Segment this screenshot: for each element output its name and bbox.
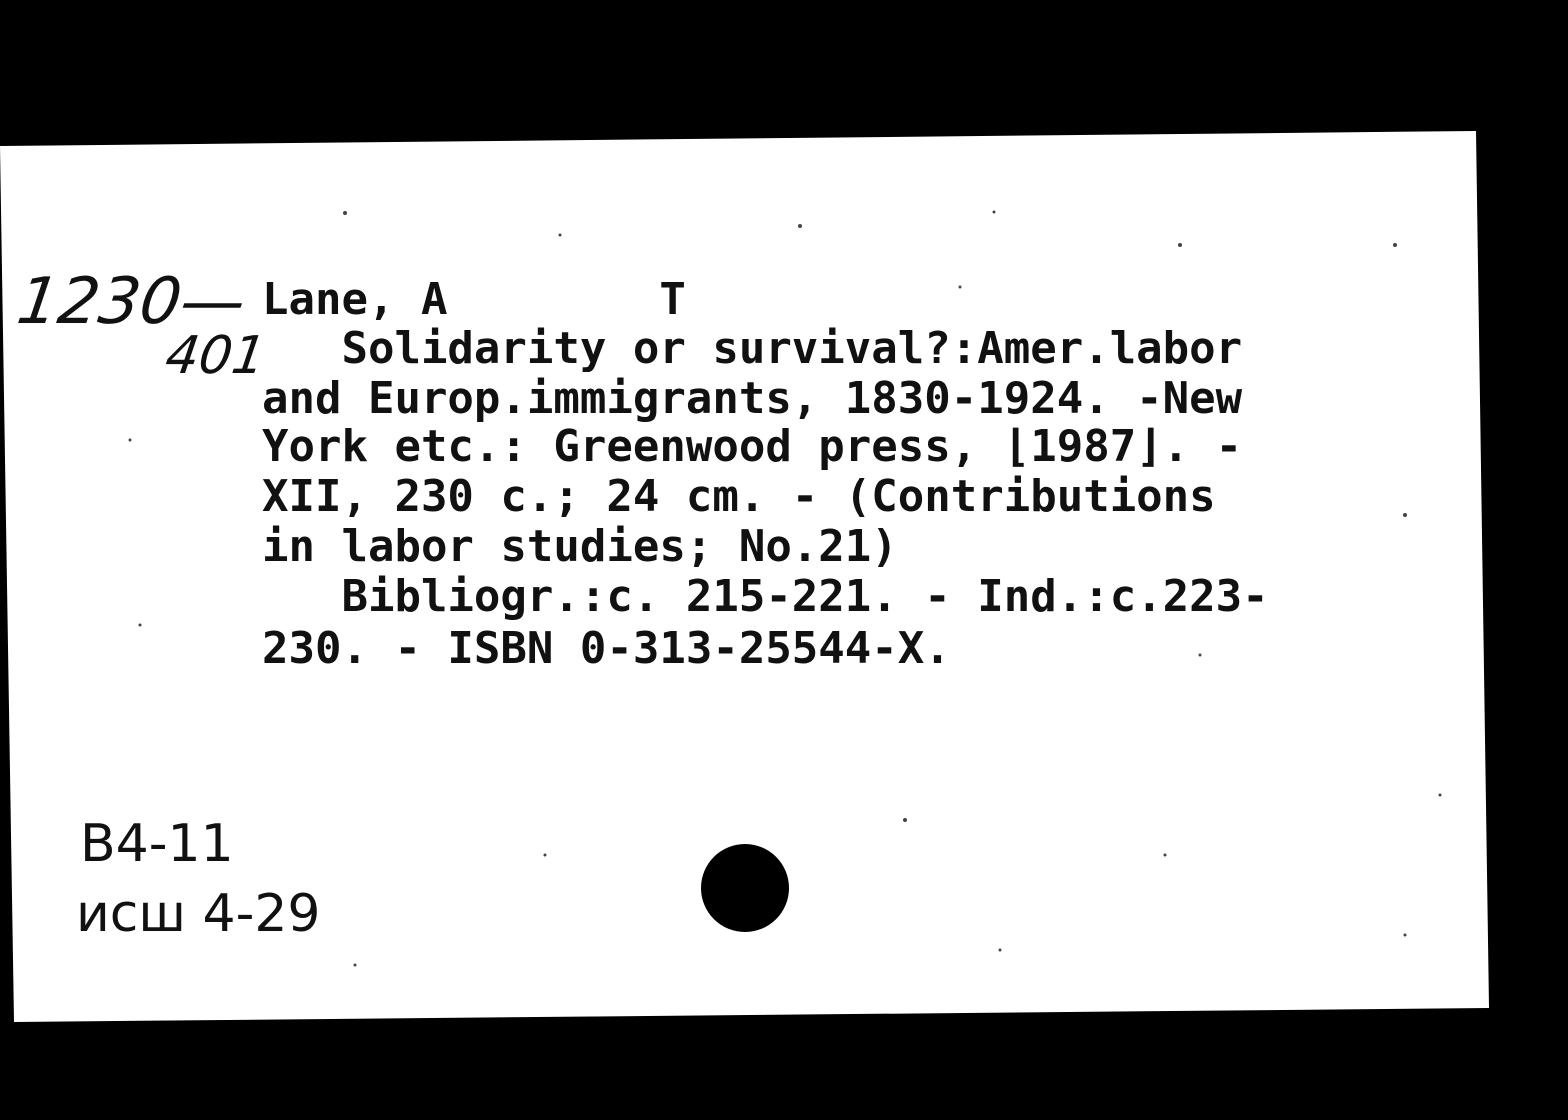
imprint-line: York etc.: Greenwood press, ⌊1987⌋. - [262,421,1243,472]
series-line: in labor studies; No.21) [262,521,898,572]
collation-line: XII, 230 c.; 24 cm. - (Contributions [262,471,1216,522]
handwritten-shelf-note: B4-11 [80,814,234,874]
author-heading: Lane, A T [262,274,686,325]
notes-line: Bibliogr.:c. 215-221. - Ind.:c.223- [262,571,1269,622]
handwritten-call-number: 1230— [12,265,251,339]
title-line: and Europ.immigrants, 1830-1924. -New [262,373,1243,424]
handwritten-call-number-suffix: 401 [161,326,270,386]
isbn-line: 230. - ISBN 0-313-25544-X. [262,623,951,674]
handwritten-shelf-note: исш 4-29 [76,884,321,944]
punch-hole [701,844,789,932]
title-line: Solidarity or survival?:Amer.labor [262,323,1243,374]
